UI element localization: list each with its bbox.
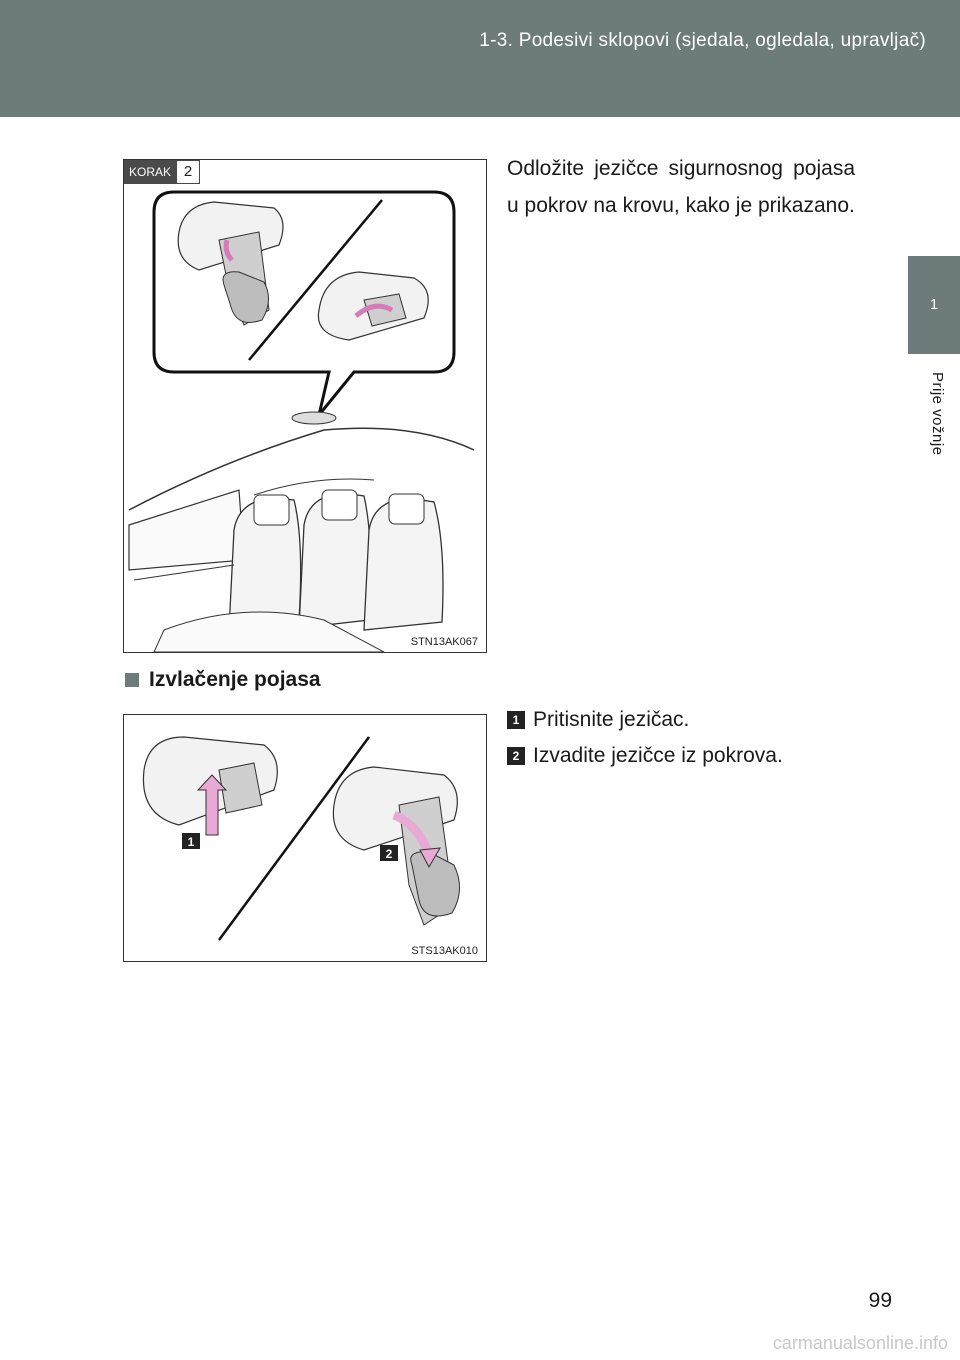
section-heading-text: Izvlačenje pojasa [149,668,321,691]
list-item [507,708,689,732]
figure-code: STS13AK010 [411,945,478,957]
step-word: KORAK [124,160,176,184]
list-item [507,744,783,768]
step-number-box: 2 [507,747,525,765]
callout-2: 2 [385,847,393,861]
step-badge [124,160,200,184]
chapter-label: Prije vožnje [929,372,946,456]
section-breadcrumb: 1-3. Podesivi sklopovi (sjedala, ogledala, upravljač) [479,30,926,51]
watermark: carmanualsonline.info [772,1333,948,1353]
figure-belt-release [123,714,487,962]
belt-release-illustration [124,715,486,961]
square-bullet-icon [125,673,139,687]
step-text: Pritisnite jezičac. [533,708,690,731]
step-number-box: 1 [507,711,525,729]
roof-cover-illustration [124,160,486,652]
figure-code: STN13AK067 [410,636,478,648]
step-number: 2 [176,160,200,184]
chapter-tab[interactable]: 1 [908,256,960,354]
page-number: 99 [868,1289,892,1312]
step-text: Izvadite jezičce iz pokrova. [533,744,783,767]
page-header [0,0,960,117]
section-heading [125,668,321,692]
instruction-text: Odložite jezičce sigurnosnog pojasa u pokrov na krovu, kako je prikazano. [507,157,855,217]
callout-1: 1 [187,835,195,849]
figure-roof-cover-storage [123,159,487,653]
